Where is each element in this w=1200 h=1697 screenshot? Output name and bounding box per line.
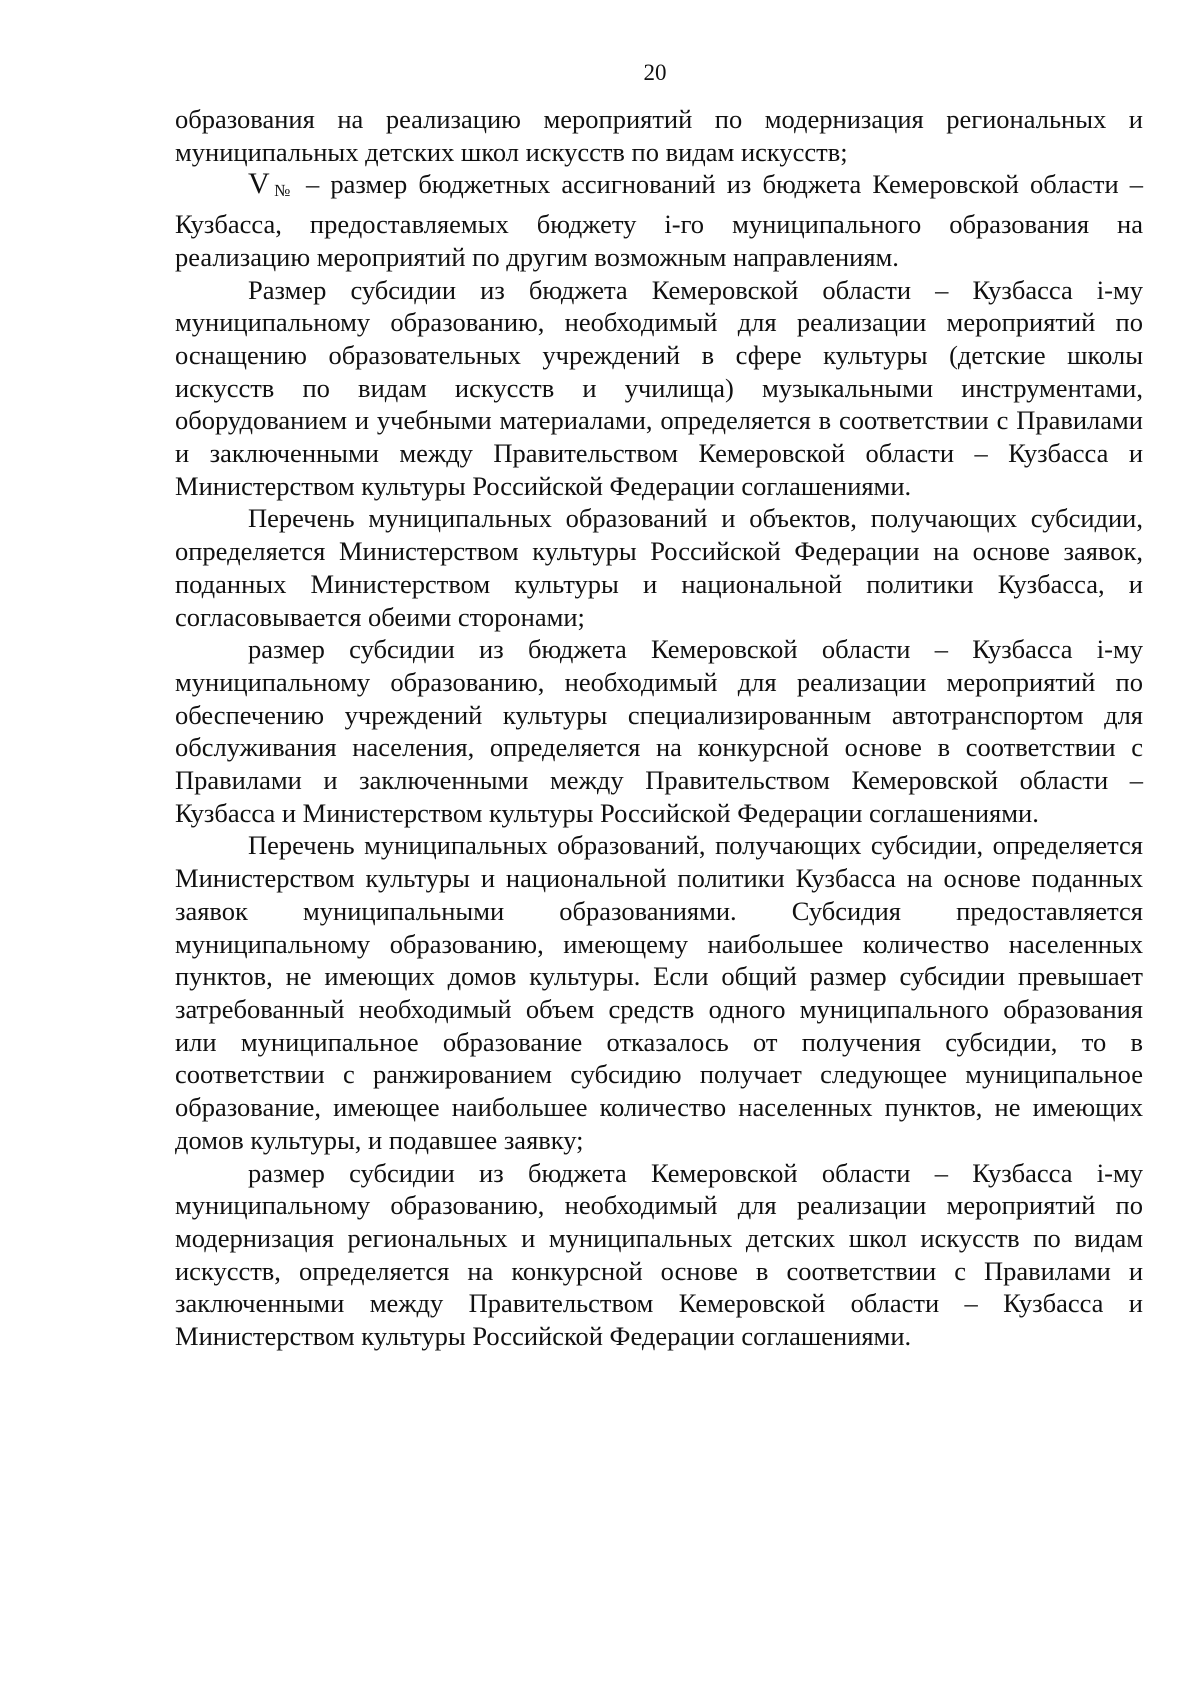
page-number: 20 [643,60,667,85]
paragraph-transport-subsidy: размер субсидии из бюджета Кемеровской области – Кузбасса i-му муниципальному образованию, необходимый для реализации мероприятий по обеспечению учреждений культуры специализированным автотранспортом для обслуживания населения, определяется на конкурсной основе в соответствии с Правилами и заключенными между Правительством Кемеровской области – Кузбасса и Министерством культуры Российской Федерации соглашениями. [175,634,1143,828]
paragraph-equipment-subsidy: Размер субсидии из бюджета Кемеровской области – Кузбасса i-му муниципальному образованию, необходимый для реализации мероприятий по оснащению образовательных учреждений в сфере культуры (детские школы искусств по видам искусств и училища) музыкальными инструментами, оборудованием и учебными материалами, определяется в соответствии с Правилами и заключенными между Правительством Кемеровской области – Кузбасса и Министерством культуры Российской Федерации соглашениями. [175,274,1143,501]
paragraph-modernization-subsidy: размер субсидии из бюджета Кемеровской области – Кузбасса i-му муниципальному образованию, необходимый для реализации мероприятий по модернизация региональных и муниципальных детских школ искусств по видам искусств, определяется на конкурсной основе в соответствии с Правилами и заключенными между Правительством Кемеровской области – Кузбасса и Министерством культуры Российской Федерации соглашениями. [175,1157,1143,1352]
formula-subscript: № [269,181,295,201]
document-body [175,103,1143,1353]
formula-symbol: V [248,167,270,201]
paragraph-text: – размер бюджетных ассигнований из бюджета Кемеровской области – Кузбасса, предоставляемых бюджету i-го муниципального образования на реализацию мероприятий по другим возможным направлениям. [175,169,1143,272]
paragraph-v-definition [175,168,1143,273]
paragraph-continuation: образования на реализацию мероприятий по модернизация региональных и муниципальных детских школ искусств по видам искусств; [175,104,1143,167]
paragraph-recipients-ranking: Перечень муниципальных образований, получающих субсидии, определяется Министерством культуры и национальной политики Кузбасса на основе поданных заявок муниципальными образованиями. Субсидия предоставляется муниципальному образованию, имеющему наибольшее количество населенных пунктов, не имеющих домов культуры. Если общий размер субсидии превышает затребованный необходимый объем средств одного муниципального образования или муниципальное образование отказалось от получения субсидии, то в соответствии с ранжированием субсидию получает следующее муниципальное образование, имеющее наибольшее количество населенных пунктов, не имеющих домов культуры, и подавшее заявку; [175,830,1143,1155]
paragraph-recipients-list: Перечень муниципальных образований и объектов, получающих субсидии, определяется Министерством культуры Российской Федерации на основе заявок, поданных Министерством культуры и национальной политики Кузбасса, и согласовывается обеими сторонами; [175,503,1143,632]
